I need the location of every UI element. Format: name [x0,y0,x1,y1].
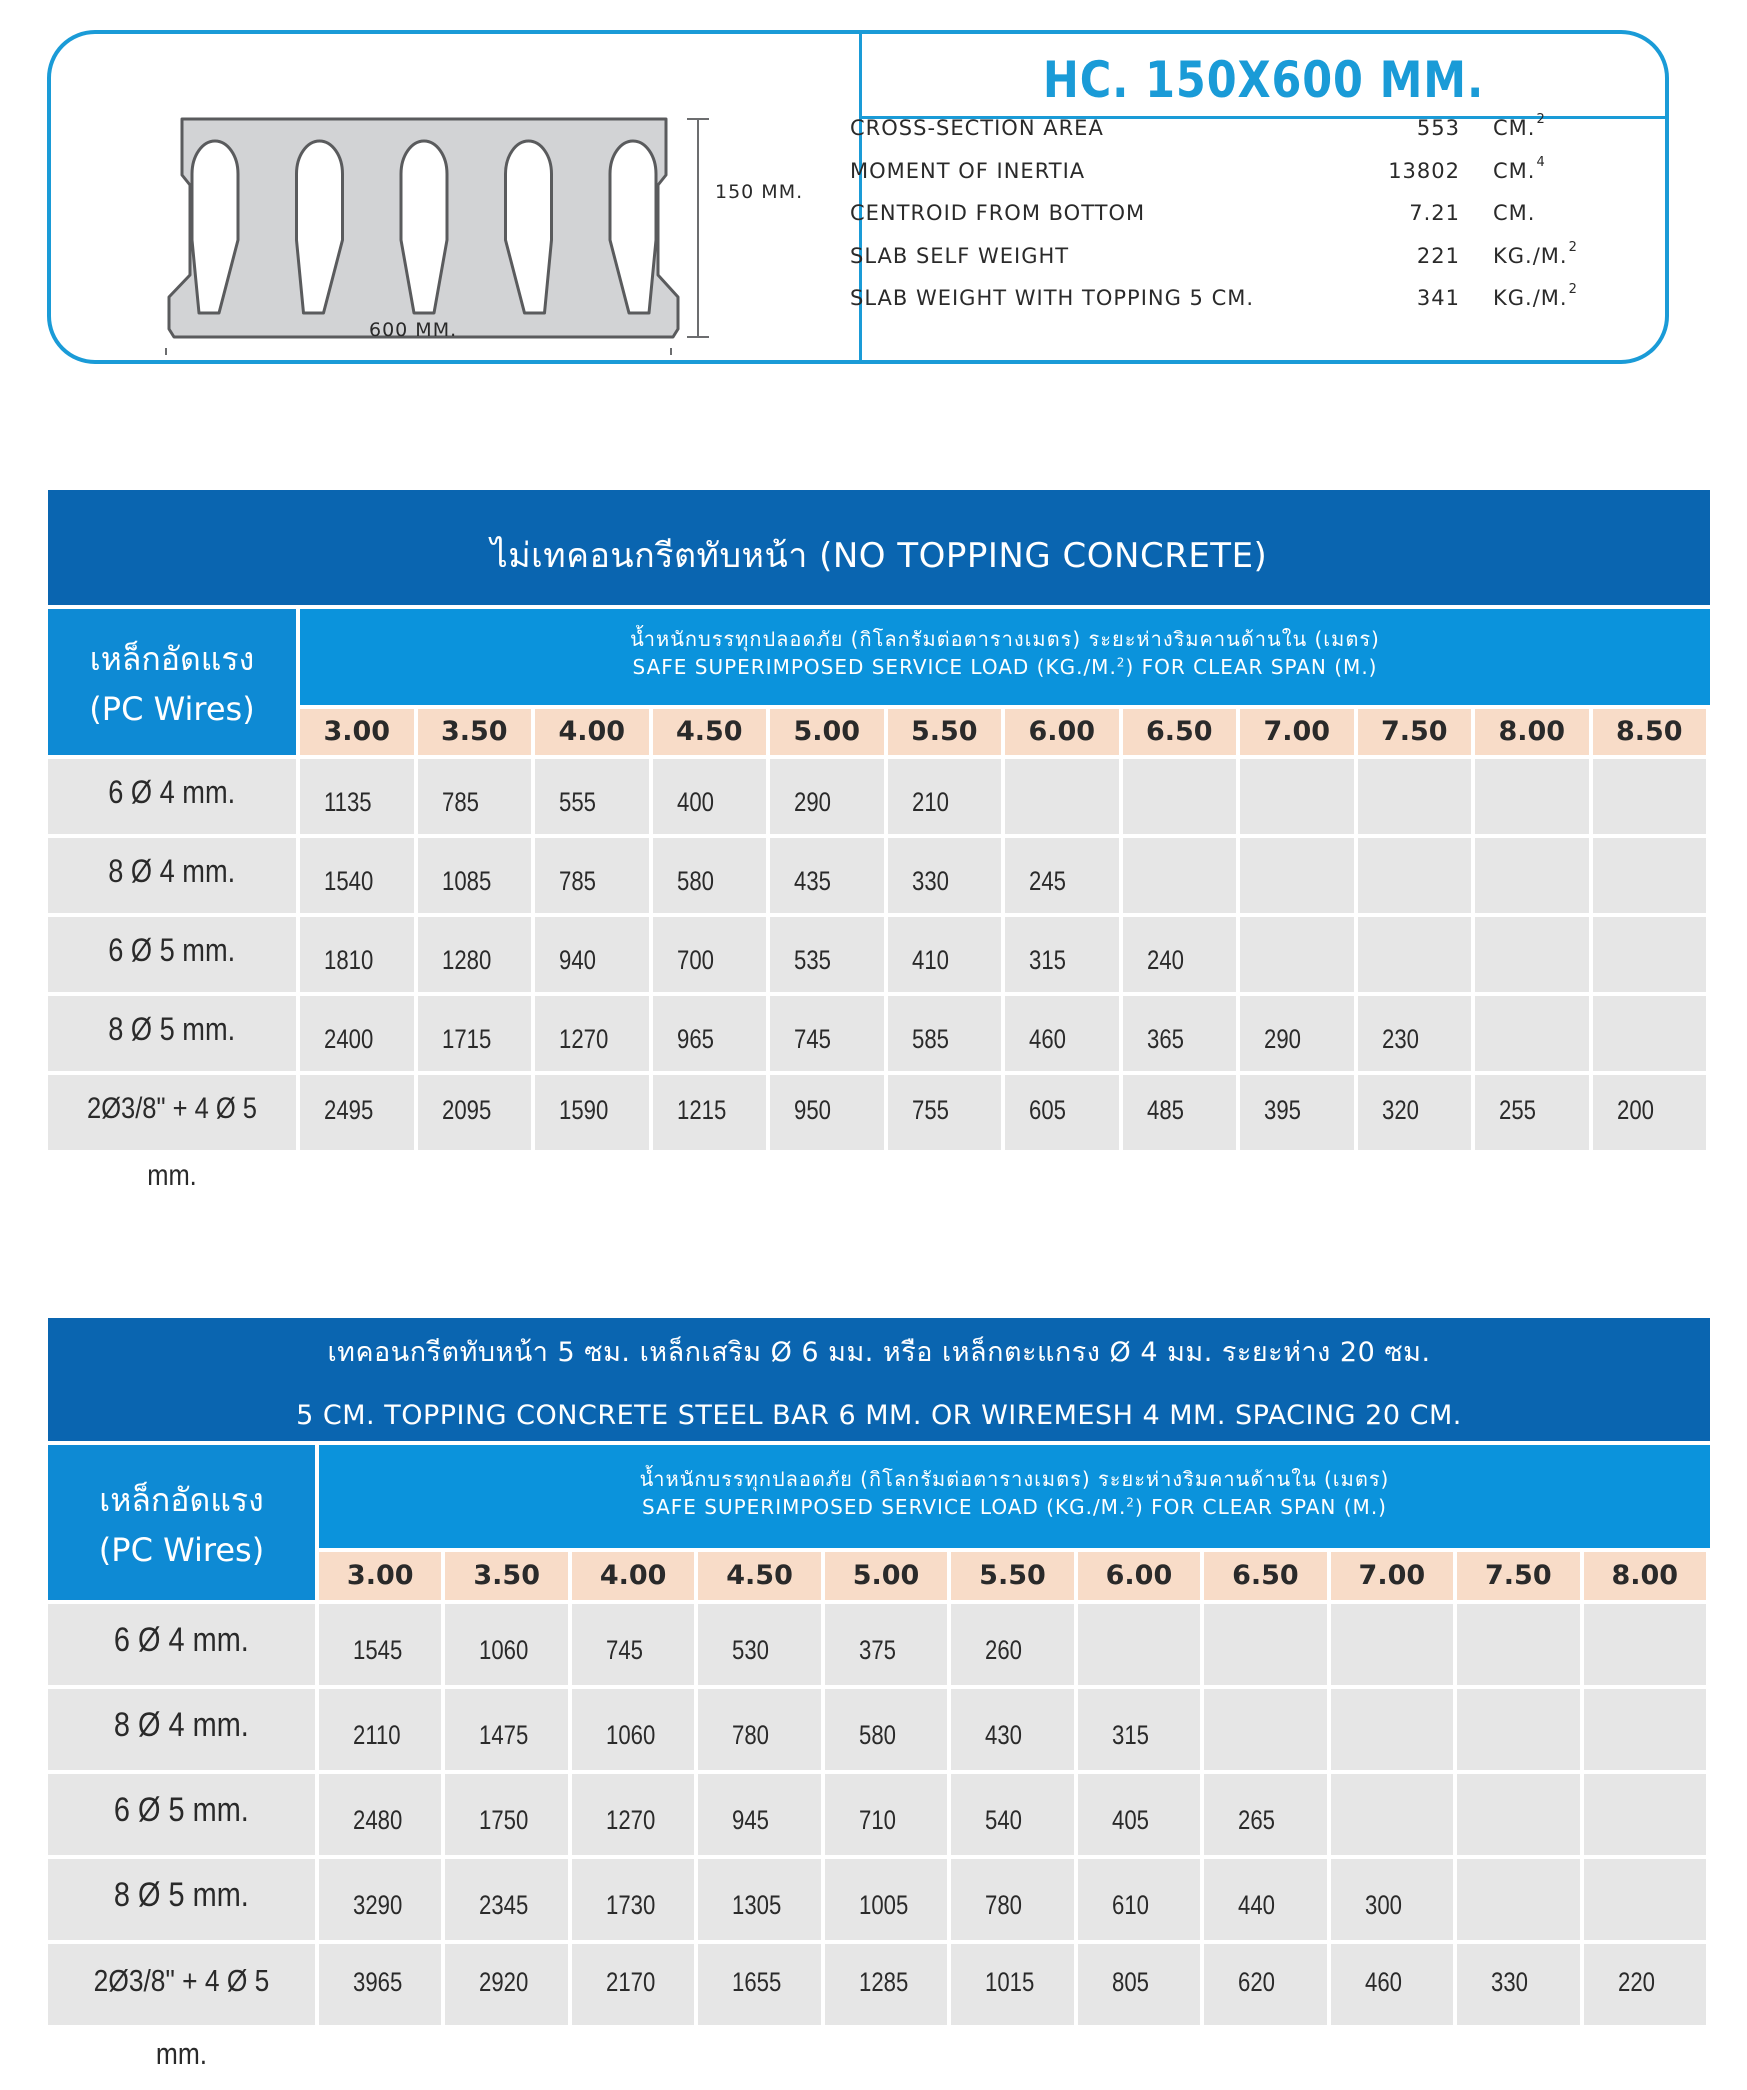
load-value: 375 [858,1634,896,1665]
load-value: 780 [985,1889,1023,1920]
pc-wire-label [48,759,296,834]
pc-wires-header-english: (PC Wires) [89,690,255,728]
span-header-cell: 4.50 [698,1552,820,1600]
spec-value: 341 [1416,286,1460,310]
load-value: 265 [1238,1804,1276,1835]
load-value-cell [445,1689,567,1770]
load-value-cell [300,838,414,913]
load-value: 580 [858,1719,896,1750]
load-value-cell [1331,1944,1453,2025]
load-value: 700 [676,944,714,975]
span-header-cell: 7.50 [1457,1552,1579,1600]
spec-label: SLAB WEIGHT WITH TOPPING 5 CM. [850,286,1255,310]
load-value: 400 [676,786,714,817]
load-value-cell [535,1075,649,1150]
load-value-cell [1584,1689,1706,1770]
load-value-cell [1457,1859,1579,1940]
load-value: 1060 [479,1634,529,1665]
load-value: 745 [605,1634,643,1665]
load-value: 2495 [324,1094,374,1125]
load-value-cell [418,838,532,913]
load-value-cell [653,759,767,834]
load-value-cell [445,1774,567,1855]
load-value-cell [825,1944,947,2025]
load-value-cell [572,1604,694,1685]
load-value-cell [319,1689,441,1770]
spec-row [850,110,1610,153]
load-value: 805 [1111,1966,1149,1997]
load-value: 210 [911,786,949,817]
load-value-cell [1457,1689,1579,1770]
load-value-cell [1078,1859,1200,1940]
span-header-cell: 8.00 [1475,709,1589,755]
load-value-cell [300,1075,414,1150]
load-value-cell [418,1075,532,1150]
pc-wire-text: 8 Ø 4 mm. [108,853,236,889]
load-value-cell [1593,838,1707,913]
load-value-cell [698,1859,820,1940]
load-value: 1590 [559,1094,609,1125]
load-value-cell [1457,1774,1579,1855]
load-value-cell [1123,1075,1237,1150]
subheader-thai: น้ำหนักบรรทุกปลอดภัย (กิโลกรัมต่อตารางเมตร) ระยะห่างริมคานด้านใน (เมตร) [639,1466,1390,1491]
load-value: 710 [858,1804,896,1835]
load-value: 430 [985,1719,1023,1750]
banner-title: เทคอนกรีตทับหน้า 5 ซม. เหล็กเสริม Ø 6 มม. หรือ เหล็กตะแกรง Ø 4 มม. ระยะห่าง 20 ซม. [327,1337,1431,1368]
load-value: 1305 [732,1889,782,1920]
span-header-cell: 8.50 [1593,709,1707,755]
load-value-cell [1358,996,1472,1071]
span-header-cell: 3.50 [445,1552,567,1600]
load-value-cell [1457,1604,1579,1685]
load-value: 1285 [858,1966,909,1997]
load-value-cell [888,917,1002,992]
pc-wire-text: 6 Ø 4 mm. [108,774,236,810]
load-value: 530 [732,1634,770,1665]
spec-unit: KG./M.$^2$ [1493,282,1578,310]
load-value-cell [1593,996,1707,1071]
load-value-cell [825,1689,947,1770]
load-value-cell [1005,917,1119,992]
load-value: 1715 [441,1023,491,1054]
load-value: 365 [1146,1023,1184,1054]
span-header-cell: 5.50 [888,709,1002,755]
load-value: 2345 [479,1889,529,1920]
load-value-cell [1005,1075,1119,1150]
load-value-cell [1240,917,1354,992]
subheader-english: SAFE SUPERIMPOSED SERVICE LOAD (KG./M.$^2$) FOR CLEAR SPAN (M.) [632,655,1378,679]
span-header-cell: 5.00 [825,1552,947,1600]
span-header-cell: 4.00 [572,1552,694,1600]
subheader-english: SAFE SUPERIMPOSED SERVICE LOAD (KG./M.$^2$) FOR CLEAR SPAN (M.) [642,1494,1387,1519]
load-value-cell [1358,838,1472,913]
pc-wires-header-thai: เหล็กอัดแรง [89,640,255,678]
spec-label: CENTROID FROM BOTTOM [850,201,1146,225]
load-value-cell [1331,1604,1453,1685]
pc-wires-header [48,1445,315,1600]
load-value-cell [418,996,532,1071]
pc-wire-text: 2Ø3/8" + 4 Ø 5 mm. [93,1963,270,2071]
span-header-cell: 7.50 [1358,709,1472,755]
pc-wires-header [48,609,296,755]
load-value: 410 [911,944,949,975]
load-value: 1750 [479,1804,529,1835]
load-value: 300 [1364,1889,1402,1920]
spec-value: 553 [1416,116,1460,140]
load-value-cell [1078,1604,1200,1685]
load-value-cell [1584,1604,1706,1685]
load-value: 1540 [324,865,374,896]
load-value-cell [445,1859,567,1940]
load-value: 460 [1364,1966,1402,1997]
span-header-cell: 8.00 [1584,1552,1706,1600]
load-value-cell [951,1774,1073,1855]
load-value-cell [951,1944,1073,2025]
pc-wire-label [48,996,296,1071]
pc-wire-label [48,1604,315,1685]
load-value: 2400 [324,1023,374,1054]
table-banner [48,490,1710,605]
load-value: 330 [911,865,949,896]
pc-wire-label [48,838,296,913]
load-value-cell [770,1075,884,1150]
load-value-cell [653,838,767,913]
table-banner [48,1318,1710,1441]
load-value-cell [698,1944,820,2025]
load-value: 405 [1111,1804,1149,1835]
load-value-cell [1123,838,1237,913]
banner-title: 5 CM. TOPPING CONCRETE STEEL BAR 6 MM. OR WIREMESH 4 MM. SPACING 20 CM. [296,1400,1462,1431]
span-header-cell: 7.00 [1240,709,1354,755]
load-value: 1085 [441,865,491,896]
load-value-cell [1584,1944,1706,2025]
load-subheader [300,609,1710,705]
spec-unit: CM.$^4$ [1493,154,1546,183]
load-value-cell [1358,759,1472,834]
spec-unit: CM. [1493,201,1536,225]
load-value: 255 [1499,1094,1536,1125]
load-value: 940 [559,944,596,975]
load-value-cell [825,1859,947,1940]
load-subheader [319,1445,1710,1548]
load-value: 395 [1264,1094,1301,1125]
load-value-cell [1123,759,1237,834]
pc-wire-text: 8 Ø 5 mm. [114,1876,249,1914]
load-value: 315 [1029,944,1066,975]
load-value-cell [1475,759,1589,834]
load-value-cell [572,1944,694,2025]
load-value-cell [1204,1944,1326,2025]
load-value-cell [1331,1859,1453,1940]
load-value-cell [1358,917,1472,992]
spec-label: CROSS-SECTION AREA [850,116,1104,140]
load-value: 260 [985,1634,1023,1665]
load-value-cell [535,996,649,1071]
load-value-cell [445,1604,567,1685]
spec-value: 221 [1416,243,1460,268]
load-value-cell [1078,1944,1200,2025]
span-header-cell: 6.00 [1078,1552,1200,1600]
spec-unit: CM.$^2$ [1493,112,1546,140]
pc-wire-text: 8 Ø 4 mm. [114,1706,249,1744]
span-header-cell: 3.00 [319,1552,441,1600]
load-value: 3290 [353,1889,403,1920]
load-value: 2920 [479,1966,529,1997]
load-table-with-topping [48,1318,1710,2071]
load-value: 605 [1029,1094,1066,1125]
span-header-cell: 6.00 [1005,709,1119,755]
load-value-cell [1204,1859,1326,1940]
load-value-cell [1475,838,1589,913]
load-value-cell [319,1944,441,2025]
spec-row [850,195,1610,238]
load-value-cell [319,1604,441,1685]
load-value-cell [698,1774,820,1855]
load-value: 320 [1381,1094,1419,1125]
pc-wire-text: 6 Ø 4 mm. [114,1621,249,1659]
load-value-cell [1204,1774,1326,1855]
load-value-cell [653,1075,767,1150]
load-value-cell [418,917,532,992]
spec-label: MOMENT OF INERTIA [850,158,1086,183]
height-dimension-label: 150 MM. [715,181,804,203]
load-value-cell [418,759,532,834]
load-value-cell [1475,917,1589,992]
load-value-cell [1593,1075,1707,1150]
load-value: 755 [911,1094,949,1125]
load-value-cell [951,1604,1073,1685]
load-value: 785 [559,865,596,896]
load-value-cell [300,996,414,1071]
load-value-cell [888,838,1002,913]
load-value-cell [535,917,649,992]
load-value: 1270 [605,1804,656,1835]
pc-wire-text: 2Ø3/8" + 4 Ø 5 mm. [87,1092,257,1192]
load-value-cell [770,917,884,992]
load-value: 1135 [324,786,372,817]
load-value-cell [1593,759,1707,834]
load-value-cell [1123,996,1237,1071]
load-value: 3965 [353,1966,403,1997]
load-value-cell [445,1944,567,2025]
pc-wire-label [48,1689,315,1770]
load-value: 2480 [353,1804,403,1835]
load-value-cell [1584,1774,1706,1855]
spec-unit: KG./M.$^2$ [1493,239,1578,268]
load-value: 240 [1146,944,1184,975]
load-value: 535 [794,944,831,975]
spec-value: 13802 [1388,158,1460,183]
load-value: 950 [794,1094,831,1125]
subheader-thai: น้ำหนักบรรทุกปลอดภัย (กิโลกรัมต่อตารางเมตร) ระยะห่างริมคานด้านใน (เมตร) [630,627,1380,651]
load-value: 1730 [605,1889,656,1920]
load-value-cell [888,996,1002,1071]
load-value-cell [653,996,767,1071]
load-value-cell [653,917,767,992]
load-value: 1280 [441,944,491,975]
load-value: 245 [1029,865,1066,896]
load-value-cell [1005,759,1119,834]
load-value-cell [535,759,649,834]
pc-wire-label [48,1075,296,1192]
load-value: 440 [1238,1889,1276,1920]
pc-wire-label [48,917,296,992]
load-value-cell [1331,1774,1453,1855]
load-value: 1015 [985,1966,1035,1997]
load-value-cell [825,1604,947,1685]
pc-wires-header-english: (PC Wires) [98,1530,265,1569]
load-value: 555 [559,786,596,817]
load-value: 290 [1264,1023,1301,1054]
spec-properties [850,110,1610,323]
load-value: 485 [1146,1094,1184,1125]
load-value: 785 [441,786,479,817]
load-value: 435 [794,865,831,896]
load-value: 330 [1491,1966,1529,1997]
load-value-cell [319,1774,441,1855]
load-value-cell [951,1689,1073,1770]
load-value: 1655 [732,1966,782,1997]
load-value-cell [1457,1944,1579,2025]
span-header-cell: 5.50 [951,1552,1073,1600]
span-header-cell: 7.00 [1331,1552,1453,1600]
load-value: 220 [1617,1966,1655,1997]
span-header-cell: 4.50 [653,709,767,755]
load-value: 580 [676,865,714,896]
load-value: 1005 [858,1889,909,1920]
pc-wire-text: 8 Ø 5 mm. [108,1011,236,1047]
spec-row [850,238,1610,281]
load-value-cell [698,1604,820,1685]
load-value-cell [1593,917,1707,992]
load-value: 200 [1616,1094,1654,1125]
load-value-cell [1240,838,1354,913]
span-header-cell: 6.50 [1123,709,1237,755]
load-value-cell [1584,1859,1706,1940]
load-value-cell [572,1774,694,1855]
load-value: 2110 [353,1719,401,1750]
load-value-cell [319,1859,441,1940]
load-value-cell [951,1859,1073,1940]
load-value: 540 [985,1804,1023,1835]
load-value-cell [1078,1774,1200,1855]
pc-wire-text: 6 Ø 5 mm. [108,932,236,968]
load-value-cell [1240,1075,1354,1150]
load-value: 1475 [479,1719,529,1750]
load-value-cell [572,1689,694,1770]
load-value: 610 [1111,1889,1149,1920]
banner-title: ไม่เทคอนกรีตทับหน้า (NO TOPPING CONCRETE) [490,536,1268,576]
pc-wire-label [48,1859,315,1940]
load-value-cell [1204,1689,1326,1770]
load-value-cell [1005,838,1119,913]
span-header-cell: 4.00 [535,709,649,755]
load-value-cell [825,1774,947,1855]
pc-wire-text: 6 Ø 5 mm. [114,1791,249,1829]
load-value: 1060 [605,1719,656,1750]
load-value: 2095 [441,1094,491,1125]
load-table-no-topping [48,490,1710,1192]
load-value-cell [1240,759,1354,834]
load-value-cell [770,838,884,913]
pc-wires-header-thai: เหล็กอัดแรง [99,1480,264,1519]
load-value: 1215 [676,1094,726,1125]
spec-value: 7.21 [1409,201,1460,225]
span-header-cell: 3.50 [418,709,532,755]
load-value: 230 [1381,1023,1419,1054]
width-dimension-label: 600 MM. [369,319,458,341]
load-value: 945 [732,1804,770,1835]
hollow-core-slab-diagram [155,105,835,355]
load-value-cell [1475,1075,1589,1150]
load-value-cell [300,917,414,992]
spec-label: SLAB SELF WEIGHT [850,243,1070,268]
load-value-cell [1475,996,1589,1071]
spec-row [850,280,1610,323]
load-value: 2170 [605,1966,656,1997]
load-value-cell [1358,1075,1472,1150]
load-value-cell [888,1075,1002,1150]
load-value: 315 [1111,1719,1149,1750]
span-header-cell: 6.50 [1204,1552,1326,1600]
load-value: 460 [1029,1023,1066,1054]
load-value-cell [535,838,649,913]
load-value-cell [770,996,884,1071]
load-value-cell [1240,996,1354,1071]
load-value-cell [770,759,884,834]
load-value-cell [1331,1689,1453,1770]
load-value: 585 [911,1023,949,1054]
load-value-cell [1204,1604,1326,1685]
pc-wire-label [48,1774,315,1855]
spec-row [850,153,1610,196]
load-value: 1270 [559,1023,609,1054]
load-value: 290 [794,786,831,817]
load-value: 1810 [324,944,374,975]
load-value-cell [888,759,1002,834]
load-value-cell [1123,917,1237,992]
load-value: 780 [732,1719,770,1750]
load-value-cell [572,1859,694,1940]
load-value-cell [1078,1689,1200,1770]
load-value-cell [300,759,414,834]
slab-core [401,141,447,313]
load-value: 1545 [353,1634,403,1665]
load-value: 965 [676,1023,714,1054]
load-value-cell [1005,996,1119,1071]
span-header-cell: 3.00 [300,709,414,755]
load-value: 745 [794,1023,831,1054]
pc-wire-label [48,1944,315,2071]
load-value-cell [698,1689,820,1770]
spec-title: HC. 150X600 MM. [1042,51,1485,109]
span-header-cell: 5.00 [770,709,884,755]
load-value: 620 [1238,1966,1276,1997]
